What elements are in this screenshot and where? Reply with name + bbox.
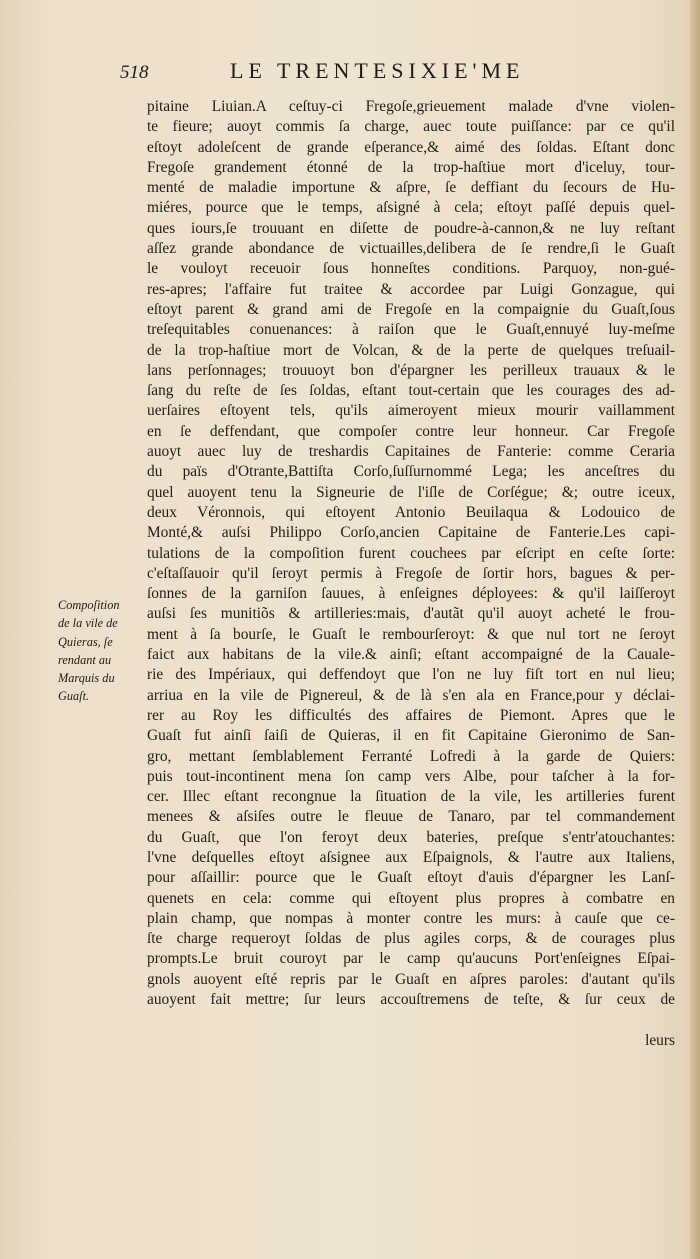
text-line: quel auoyent tenu la Signeurie de l'iſle de Corſégue; &; outre iceux, <box>147 483 675 501</box>
margin-note-line: de la vile de <box>58 616 118 631</box>
text-line: ment à ſa bourſe, le Guaſt le rembourſeroyt: & que nul tort ne ſeroyt <box>147 625 675 643</box>
text-line: eſtoyt adoleſcent de grande eſperance,& aimé des ſoldas. Eſtant donc <box>147 138 675 156</box>
text-line: rer au Roy les difficultés des affaires de Piemont. Apres que le <box>147 706 675 724</box>
text-line: miéres, pource que le temps, aſsigné à cela; eſtoyt paſſé depuis quel- <box>147 199 675 217</box>
text-line: res-apres; l'affaire fut traitee & accordee par Luigi Gonzague, qui <box>147 280 675 298</box>
text-line: menté de maladie importune & aſpre, ſe deffiant du ſecours de Hu- <box>147 179 675 197</box>
margin-note-line: Marquis du <box>58 671 115 686</box>
text-line: aſſez grande abondance de victuailles,delibera de ſe rendre,ſi le Guaſt <box>147 240 675 258</box>
page-number: 518 <box>120 62 149 83</box>
page-header <box>120 58 580 88</box>
text-line <box>147 1010 675 1030</box>
text-line: deux Véronnois, qui eſtoyent Antonio Beuilaqua & Lodouico de <box>147 503 675 521</box>
text-line: rie des Impériaux, qui deffendoyt que l'on ne luy fiſt tort en nul lieu; <box>147 666 675 684</box>
text-line: ſonnes de la garniſon ſauues, à enſeignes déployees: & qu'il laiſſeroyt <box>147 585 675 603</box>
catchword: leurs <box>645 1031 675 1049</box>
text-line: Guaſt fut ainſi ſaiſi de Quieras, il en fit Capitaine Gieronimo de San- <box>147 727 675 745</box>
text-line: ſang du reſte de ſes ſoldas, eſtant tout-certain que les courages des ad- <box>147 382 675 400</box>
text-line: c'eſtaſſauoir qu'il ſeroyt permis à Fregoſe de ſortir hors, bagues & per- <box>147 564 675 582</box>
text-line: uerſaires eſtoyent tels, qu'ils aimeroyent mieux mourir vaillamment <box>147 402 675 420</box>
text-line: de la trop-haſtiue mort de Volcan, & de la perte de quelques treſuail- <box>147 341 675 359</box>
text-line: tulations de la compoſition furent couchees par eſcript en ceſte ſorte: <box>147 544 675 562</box>
body-text <box>147 97 675 1051</box>
text-line: du Guaſt, que l'on feroyt deux bateries, preſque s'entr'atouchantes: <box>147 828 675 846</box>
text-line: eſtoyt parent & grand ami de Fregoſe en la compaignie du Guaſt,ſous <box>147 300 675 318</box>
margin-note-line: rendant au <box>58 652 112 667</box>
text-line: auſsi ſes munitiõs & artilleries:mais, d'autãt qu'il auoyt acheté le frou- <box>147 605 675 623</box>
text-line: gnols auoyent eſté repris par le Guaſt en aſpres paroles: d'autant qu'ils <box>147 970 675 988</box>
text-line: menees & aſsiſes outre le fleuue de Tanaro, par tel commandement <box>147 808 675 826</box>
text-line: prompts.Le bruit couroyt par le camp qu'aucuns Port'enſeignes Eſpai- <box>147 950 675 968</box>
text-line: Fregoſe grandement étonné de la trop-haſtiue mort d'iceluy, tour- <box>147 158 675 176</box>
text-line: Monté,& auſsi Philippo Corſo,ancien Capitaine de Fanterie.Les capi- <box>147 524 675 542</box>
text-line: ſte charge requeroyt ſoldas de plus agiles corps, & de courages plus <box>147 930 675 948</box>
text-line: arriua en la vile de Pignereul, & de là s'en ala en France,pour y déclai- <box>147 686 675 704</box>
text-line: treſequitables conuenances: à raiſon que le Guaſt,ennuyé luy-meſme <box>147 321 675 339</box>
text-line: le vouloyt receuoir ſous honneſtes conditions. Parquoy, non-gué- <box>147 260 675 278</box>
text-line: plain champ, que nompas à monter contre les murs: à cauſe que ce- <box>147 909 675 927</box>
text-line: lans perſonnages; trouuoyt bon d'épargner les perilleux trauaux & le <box>147 361 675 379</box>
margin-note-line: Compoſition <box>58 598 120 612</box>
text-line: pitaine Liuian.A ceſtuy-ci Fregoſe,grieuement malade d'vne violen- <box>147 98 675 115</box>
text-line: auoyent fait mettre; ſur leurs accouſtremens de teſte, & ſur ceux de <box>147 991 675 1009</box>
text-line: puis tout-incontinent mena ſon camp vers Albe, pour taſcher à la for- <box>147 767 675 785</box>
text-line: auoyt auec luy de treshardis Capitaines de Fanterie: comme Ceraria <box>147 443 675 461</box>
page-edge <box>690 0 700 1259</box>
text-line: ques iours,ſe trouuant en diſette de poudre-à-cannon,& ne luy reſtant <box>147 219 675 237</box>
text-line: cer. Illec eſtant recongnue la ſituation de la vile, les artilleries furent <box>147 788 675 806</box>
text-line: l'vne deſquelles eſtoyt aſsignee aux Eſpaignols, & l'autre aux Italiens, <box>147 848 675 866</box>
margin-note <box>58 596 142 706</box>
text-line: du païs d'Otrante,Battiſta Corſo,ſuſſurnommé Lega; les anceſtres du <box>147 463 675 481</box>
text-line: te fieure; auoyt commis ſa charge, auec toute puiſſance: par ce qu'il <box>147 118 675 136</box>
text-line: quenets en cela: comme qui eſtoyent plus propres à combatre en <box>147 889 675 907</box>
text-line: faict aux habitans de la vile.& ainſi; eſtant accompaigné de la Cauale- <box>147 646 675 664</box>
text-line: en ſe deffendant, que compoſer contre leur honneur. Car Fregoſe <box>147 422 675 440</box>
text-line: pour aſſaillir: pource que le Guaſt eſtoyt d'auis d'épargner les Lanſ- <box>147 869 675 887</box>
text-line: gro, mettant ſemblablement Ferranté Lofredi à la garde de Quiers: <box>147 747 675 765</box>
running-head: LE TRENTESIXIE'ME <box>230 58 525 83</box>
margin-note-line: Quieras, ſe <box>58 634 113 649</box>
margin-note-line: Guaſt. <box>58 689 90 704</box>
